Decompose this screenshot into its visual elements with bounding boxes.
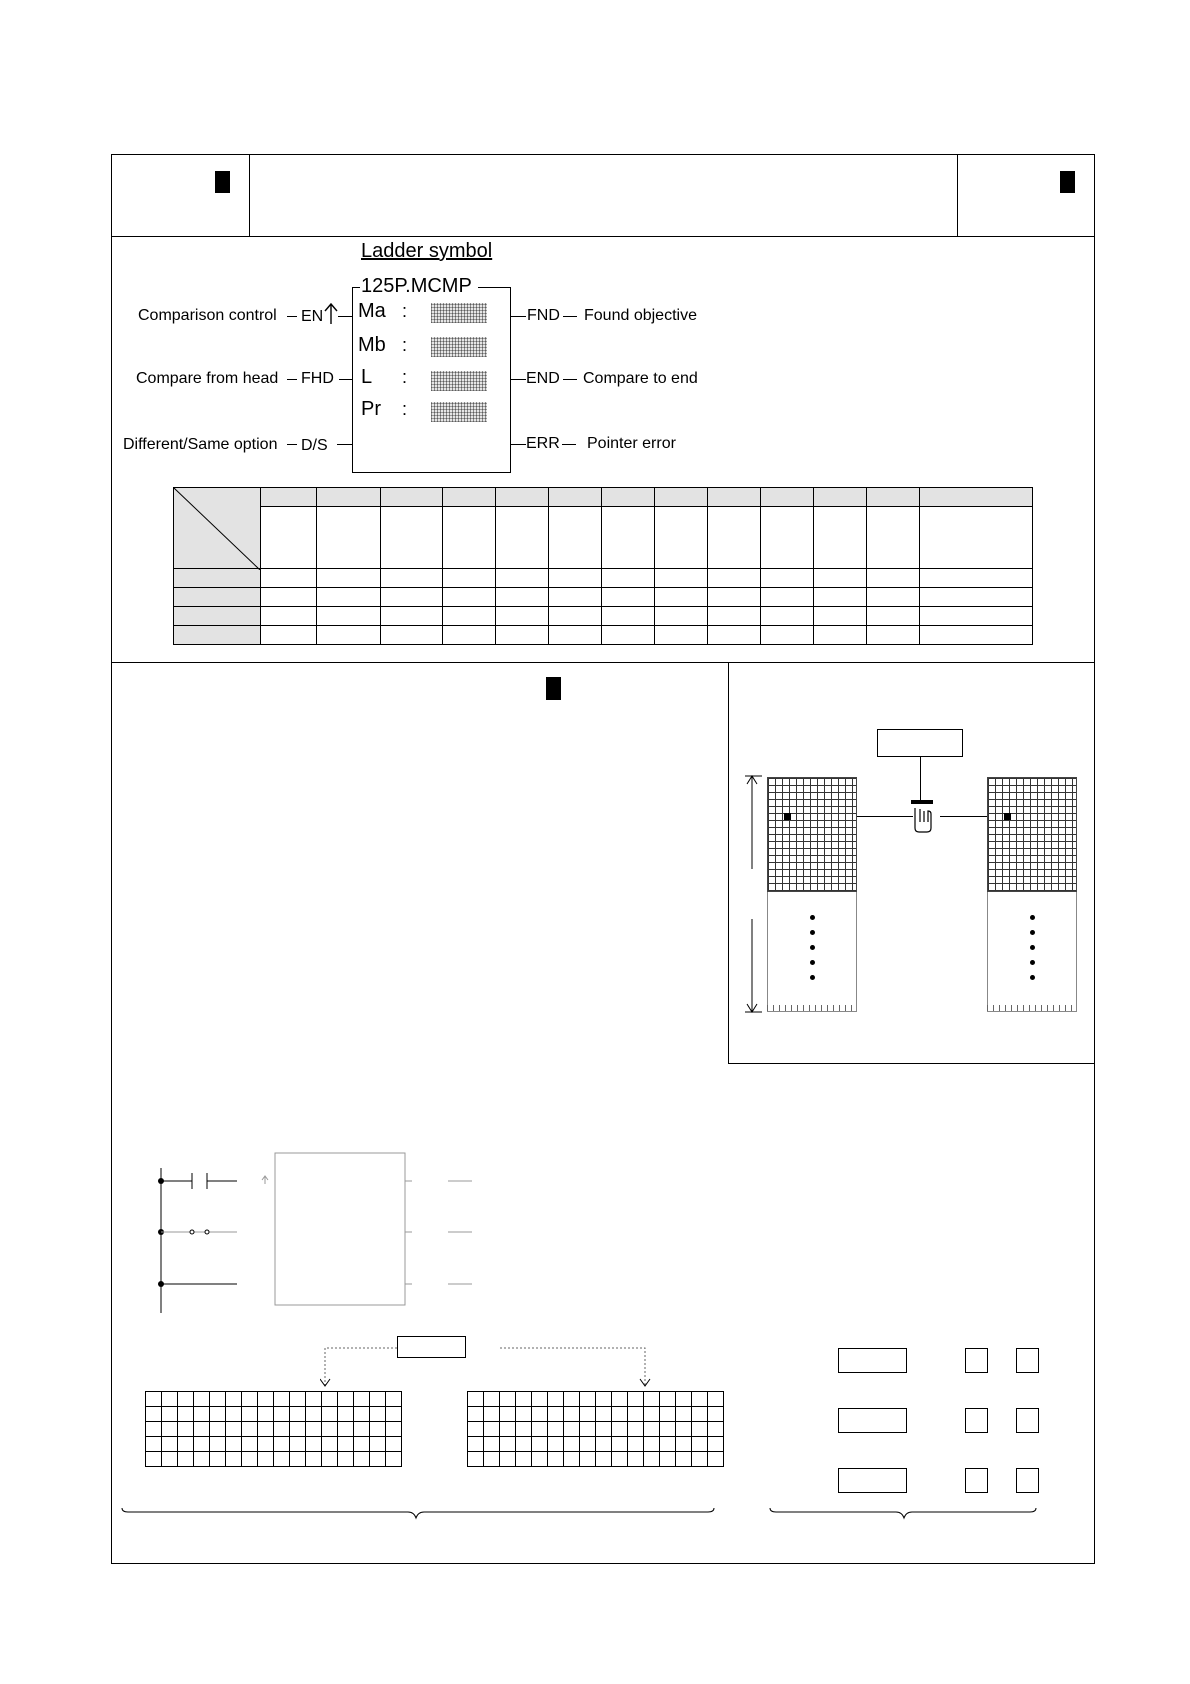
output-fnd-pin: FND [527,307,560,324]
memory-block-ma-bottom-ticks [767,1005,857,1011]
pointing-hand-icon [909,798,935,834]
bottom-brace-left [120,1506,716,1522]
memory-block-ma-lower [767,892,857,1012]
operand-sep-pr: : [402,399,408,419]
section-marker [546,677,561,700]
dotted-pointer-arrows [320,1344,660,1390]
memory-block-mb-bottom-ticks [987,1005,1077,1011]
result-flag-box-3a [965,1468,988,1493]
pointer-marker-ma [784,813,791,820]
bottom-brace-right [768,1506,1038,1522]
length-label-box [877,729,963,757]
continuation-dot [810,960,815,965]
input-en-pin: EN [301,308,324,325]
length-connector [920,757,921,803]
input-fhd-label: Compare from head [136,370,279,387]
pointer-marker-mb [1004,813,1011,820]
continuation-dot [810,915,815,920]
continuation-dot [1030,915,1035,920]
result-flag-box-2a [965,1408,988,1433]
result-flag-box-2b [1016,1408,1039,1433]
result-value-box-3 [838,1468,907,1493]
input-fhd-pin: FHD [301,370,334,387]
input-en-dash [287,316,297,317]
input-fhd-dash [287,379,297,380]
result-flag-box-1b [1016,1348,1039,1373]
result-value-box-2 [838,1408,907,1433]
operand-mb: Mb [358,334,386,356]
operand-ma: Ma [358,300,386,322]
continuation-dot [810,945,815,950]
operand-sep-l: : [402,367,408,387]
input-ds-label: Different/Same option [123,436,278,453]
output-err-wire [511,444,526,445]
block-top-left [352,287,360,288]
example-ladder-diagram [150,1148,480,1318]
operand-field-pr [431,402,487,422]
operand-sep-ma: : [402,301,408,321]
continuation-dot [1030,975,1035,980]
memory-block-ma [767,777,857,892]
length-dimension-arrows [742,774,762,1014]
operand-device-table [173,487,1033,645]
diagonal-divider [174,488,260,570]
operand-field-ma [431,303,487,323]
ladder-symbol-title: Ladder symbol [361,240,493,262]
table-corner-cell [174,488,261,569]
output-end-label: Compare to end [583,370,698,387]
memory-block-mb [987,777,1077,892]
output-err-label: Pointer error [587,435,676,452]
header-divider-right [957,154,958,236]
memory-grid-mb [467,1391,724,1467]
output-fnd-dash [563,316,577,317]
result-value-box-1 [838,1348,907,1373]
output-end-dash [563,379,577,380]
output-err-dash [562,444,576,445]
output-end-pin: END [526,370,560,387]
input-fhd-wire [339,379,352,380]
result-flag-box-1a [965,1348,988,1373]
input-ds-wire [337,444,352,445]
output-fnd-wire [511,316,526,317]
memory-block-mb-lower [987,892,1077,1012]
block-top-right [478,287,511,288]
output-end-wire [511,379,526,380]
input-ds-pin: D/S [301,437,328,454]
compare-link-right [940,816,987,817]
continuation-dot [1030,945,1035,950]
header-marker-left [215,171,230,193]
operand-sep-mb: : [402,335,408,355]
operand-l: L [361,366,373,388]
continuation-dot [1030,930,1035,935]
continuation-dot [810,975,815,980]
input-en-label: Comparison control [138,307,277,324]
header-divider-left [249,154,250,236]
operand-field-l [431,371,487,391]
input-ds-dash [287,444,297,445]
output-fnd-label: Found objective [584,307,697,324]
header-marker-right [1060,171,1075,193]
operand-pr: Pr [361,398,381,420]
operand-field-mb [431,337,487,357]
output-err-pin: ERR [526,435,560,452]
header-bottom-rule [111,236,1095,237]
memory-grid-ma [145,1391,402,1467]
compare-link-left [857,816,913,817]
result-flag-box-3b [1016,1468,1039,1493]
function-block-name: 125P.MCMP [361,275,472,297]
input-en-wire [338,316,352,317]
rising-edge-arrow-icon [324,302,338,324]
continuation-dot [1030,960,1035,965]
continuation-dot [810,930,815,935]
